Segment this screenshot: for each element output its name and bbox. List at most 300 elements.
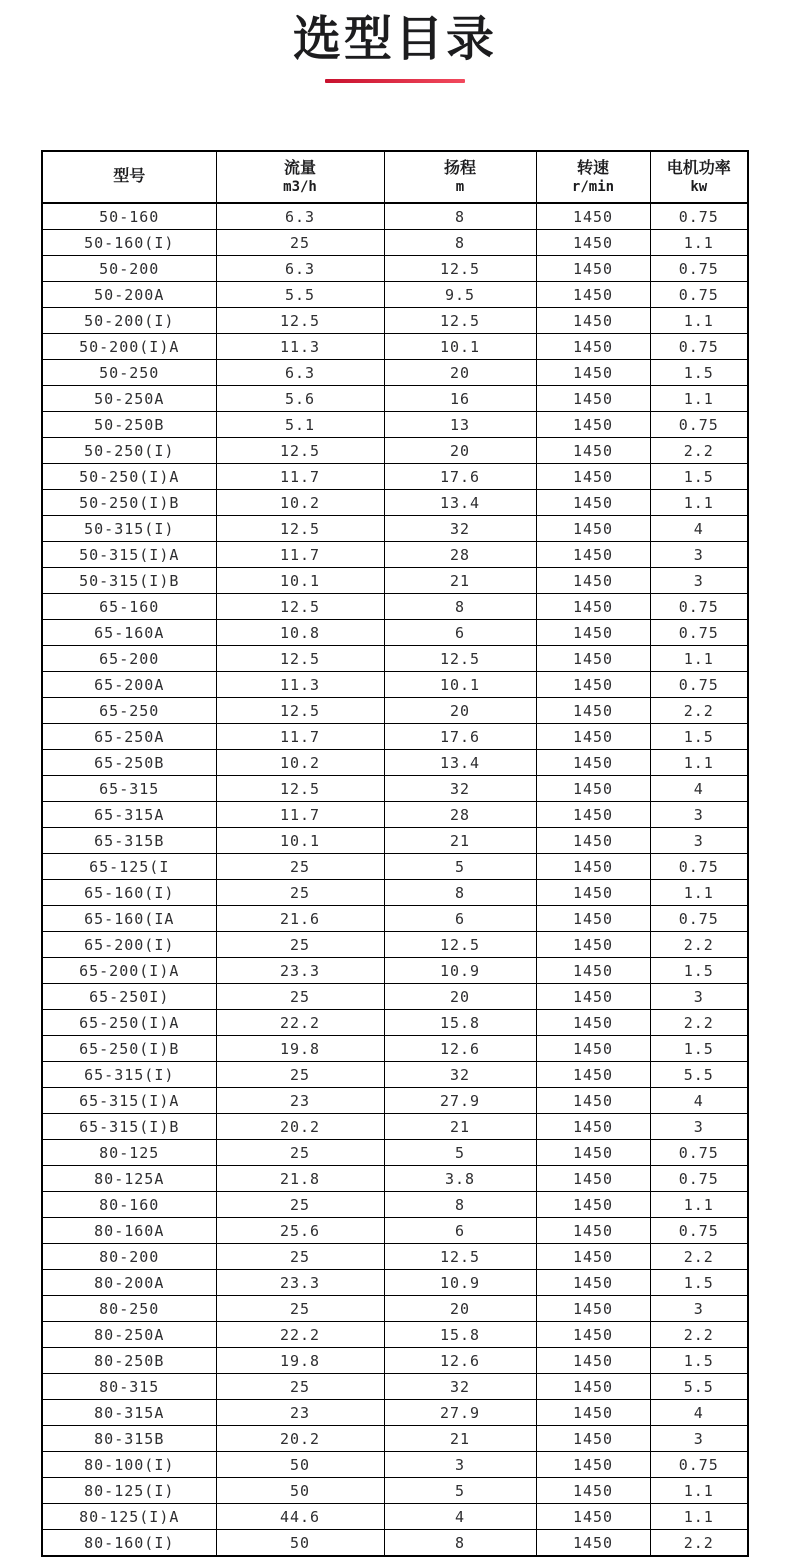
table-row [42,698,748,724]
table-cell: 65-160(IA [42,906,216,932]
table-cell: 28 [384,542,536,568]
table-cell: 3 [650,568,748,594]
table-cell: 25 [216,880,384,906]
table-cell: 21 [384,1426,536,1452]
table-cell: 1.5 [650,1270,748,1296]
table-row [42,854,748,880]
table-row [42,1478,748,1504]
table-cell: 9.5 [384,282,536,308]
table-cell: 1450 [536,646,650,672]
table-cell: 80-315A [42,1400,216,1426]
table-cell: 28 [384,802,536,828]
table-cell: 1450 [536,230,650,256]
table-cell: 12.5 [216,594,384,620]
table-cell: 13.4 [384,490,536,516]
table-cell: 1450 [536,516,650,542]
table-cell: 2.2 [650,932,748,958]
table-cell: 5.6 [216,386,384,412]
table-row [42,1296,748,1322]
table-cell: 1.5 [650,958,748,984]
table-cell: 0.75 [650,1452,748,1478]
table-cell: 10.1 [384,672,536,698]
table-cell: 1450 [536,386,650,412]
table-cell: 65-200 [42,646,216,672]
table-cell: 25 [216,1192,384,1218]
table-cell: 80-315 [42,1374,216,1400]
table-cell: 65-315A [42,802,216,828]
table-cell: 50-250(I)A [42,464,216,490]
table-cell: 10.1 [216,568,384,594]
table-cell: 0.75 [650,906,748,932]
table-cell: 5 [384,854,536,880]
table-cell: 0.75 [650,620,748,646]
table-row [42,672,748,698]
table-cell: 12.6 [384,1036,536,1062]
table-cell: 1450 [536,464,650,490]
table-row [42,620,748,646]
table-row [42,282,748,308]
table-cell: 3 [384,1452,536,1478]
table-cell: 1450 [536,724,650,750]
table-cell: 65-200A [42,672,216,698]
table-cell: 23.3 [216,958,384,984]
table-cell: 15.8 [384,1322,536,1348]
table-cell: 25 [216,230,384,256]
table-cell: 8 [384,230,536,256]
table-cell: 19.8 [216,1348,384,1374]
table-cell: 25 [216,1244,384,1270]
table-row [42,958,748,984]
table-cell: 1.1 [650,230,748,256]
table-cell: 11.7 [216,724,384,750]
table-cell: 2.2 [650,1530,748,1557]
table-cell: 23 [216,1088,384,1114]
table-cell: 6 [384,1218,536,1244]
table-cell: 0.75 [650,412,748,438]
table-cell: 1450 [536,1218,650,1244]
table-cell: 50-160(I) [42,230,216,256]
table-cell: 1.1 [650,1504,748,1530]
column-header-model [42,151,216,203]
table-cell: 1450 [536,1270,650,1296]
table-row [42,1426,748,1452]
table-cell: 20 [384,1296,536,1322]
table-cell: 1450 [536,698,650,724]
table-cell: 1450 [536,1426,650,1452]
table-cell: 1450 [536,1296,650,1322]
table-cell: 10.9 [384,958,536,984]
table-cell: 50-200A [42,282,216,308]
table-cell: 80-250A [42,1322,216,1348]
table-cell: 4 [650,1400,748,1426]
table-cell: 13 [384,412,536,438]
table-cell: 50-315(I)A [42,542,216,568]
table-cell: 1.5 [650,360,748,386]
table-cell: 1.1 [650,750,748,776]
table-cell: 1.1 [650,490,748,516]
table-cell: 1.5 [650,1036,748,1062]
table-row [42,360,748,386]
table-row [42,490,748,516]
table-cell: 1.5 [650,464,748,490]
table-row [42,1010,748,1036]
table-row [42,1192,748,1218]
table-cell: 65-250 [42,698,216,724]
table-cell: 1450 [536,1062,650,1088]
table-cell: 44.6 [216,1504,384,1530]
table-cell: 32 [384,1374,536,1400]
table-row [42,230,748,256]
table-cell: 80-250B [42,1348,216,1374]
table-cell: 0.75 [650,1166,748,1192]
table-row [42,1140,748,1166]
table-cell: 1.1 [650,308,748,334]
table-cell: 8 [384,594,536,620]
table-cell: 4 [650,776,748,802]
table-cell: 65-250(I)A [42,1010,216,1036]
table-cell: 65-125(I [42,854,216,880]
table-cell: 25 [216,1296,384,1322]
table-cell: 25 [216,854,384,880]
table-cell: 19.8 [216,1036,384,1062]
column-header-label: 型号 [113,168,146,185]
table-row [42,1530,748,1557]
table-row [42,1062,748,1088]
table-cell: 1450 [536,984,650,1010]
table-cell: 5 [384,1478,536,1504]
table-cell: 50-200(I) [42,308,216,334]
table-cell: 1450 [536,1088,650,1114]
table-cell: 21.6 [216,906,384,932]
table-row [42,464,748,490]
table-cell: 25 [216,1140,384,1166]
table-cell: 10.2 [216,750,384,776]
table-row [42,412,748,438]
table-cell: 65-200(I)A [42,958,216,984]
table-cell: 1.1 [650,1478,748,1504]
table-cell: 12.6 [384,1348,536,1374]
column-header-unit: kw [690,178,708,195]
column-header-flow [216,151,384,203]
table-cell: 11.7 [216,542,384,568]
table-row [42,802,748,828]
table-row [42,932,748,958]
table-cell: 1450 [536,1478,650,1504]
table-cell: 65-315(I)B [42,1114,216,1140]
table-cell: 1450 [536,932,650,958]
table-cell: 20.2 [216,1426,384,1452]
table-cell: 1450 [536,750,650,776]
table-cell: 80-125 [42,1140,216,1166]
table-cell: 1450 [536,1530,650,1557]
table-header [42,151,748,203]
table-cell: 12.5 [216,438,384,464]
table-cell: 16 [384,386,536,412]
table-cell: 12.5 [384,1244,536,1270]
table-cell: 4 [650,1088,748,1114]
table-cell: 65-250A [42,724,216,750]
table-cell: 1450 [536,1244,650,1270]
table-cell: 4 [650,516,748,542]
table-cell: 50-250(I)B [42,490,216,516]
table-cell: 32 [384,776,536,802]
table-cell: 1450 [536,1348,650,1374]
table-cell: 5 [384,1140,536,1166]
table-cell: 12.5 [384,308,536,334]
pump-selection-table [41,150,749,1557]
table-row [42,906,748,932]
table-cell: 1450 [536,672,650,698]
table-cell: 21 [384,828,536,854]
table-cell: 5.5 [650,1062,748,1088]
table-cell: 50-315(I) [42,516,216,542]
table-row [42,1348,748,1374]
table-cell: 0.75 [650,256,748,282]
table-cell: 21.8 [216,1166,384,1192]
table-cell: 2.2 [650,1244,748,1270]
table-cell: 20 [384,438,536,464]
table-cell: 50 [216,1530,384,1557]
table-cell: 1450 [536,776,650,802]
table-cell: 21 [384,1114,536,1140]
table-cell: 1.1 [650,1192,748,1218]
table-row [42,516,748,542]
table-cell: 1450 [536,854,650,880]
column-header-unit: m [455,178,465,195]
table-cell: 0.75 [650,672,748,698]
table-row [42,724,748,750]
table-cell: 11.3 [216,334,384,360]
table-cell: 65-160A [42,620,216,646]
table-cell: 1450 [536,906,650,932]
title-underline-accent [325,79,465,83]
table-cell: 65-315 [42,776,216,802]
table-cell: 10.8 [216,620,384,646]
table-cell: 50 [216,1452,384,1478]
table-cell: 8 [384,880,536,906]
table-cell: 1450 [536,412,650,438]
table-cell: 65-250(I)B [42,1036,216,1062]
table-cell: 6.3 [216,203,384,230]
table-cell: 1450 [536,282,650,308]
column-header-unit: r/min [571,178,615,195]
table-cell: 25 [216,1062,384,1088]
table-cell: 6.3 [216,256,384,282]
table-cell: 10.1 [384,334,536,360]
table-cell: 0.75 [650,1218,748,1244]
table-cell: 25 [216,932,384,958]
table-row [42,1166,748,1192]
table-cell: 1450 [536,1140,650,1166]
table-row [42,542,748,568]
table-cell: 32 [384,1062,536,1088]
table-cell: 1450 [536,620,650,646]
table-row [42,1504,748,1530]
table-row [42,1114,748,1140]
table-row [42,308,748,334]
table-cell: 17.6 [384,464,536,490]
table-row [42,828,748,854]
table-cell: 80-160 [42,1192,216,1218]
table-cell: 20 [384,360,536,386]
table-cell: 1450 [536,828,650,854]
table-cell: 12.5 [384,256,536,282]
table-cell: 10.2 [216,490,384,516]
table-cell: 1450 [536,1322,650,1348]
table-cell: 1450 [536,1114,650,1140]
table-cell: 1450 [536,1010,650,1036]
table-cell: 25 [216,1374,384,1400]
table-cell: 12.5 [216,308,384,334]
table-cell: 0.75 [650,203,748,230]
table-cell: 12.5 [216,516,384,542]
table-cell: 2.2 [650,698,748,724]
table-cell: 11.7 [216,802,384,828]
table-cell: 3 [650,1426,748,1452]
table-cell: 6 [384,906,536,932]
table-cell: 65-315B [42,828,216,854]
table-row [42,568,748,594]
table-row [42,776,748,802]
column-header-label: 电机功率 [666,159,731,177]
table-cell: 5.1 [216,412,384,438]
table-row [42,880,748,906]
table-cell: 23 [216,1400,384,1426]
table-cell: 1.1 [650,386,748,412]
table-cell: 12.5 [216,698,384,724]
table-cell: 1450 [536,594,650,620]
table-cell: 27.9 [384,1088,536,1114]
page-title: 选型目录 [292,13,497,66]
table-cell: 5.5 [216,282,384,308]
column-header-power [650,151,748,203]
table-cell: 25 [216,984,384,1010]
table-cell: 5.5 [650,1374,748,1400]
table-cell: 1.5 [650,1348,748,1374]
table-cell: 65-315(I) [42,1062,216,1088]
column-header-label: 流量 [283,159,316,177]
table-cell: 1450 [536,1400,650,1426]
table-cell: 1450 [536,308,650,334]
table-cell: 23.3 [216,1270,384,1296]
table-cell: 1450 [536,203,650,230]
table-row [42,1036,748,1062]
table-cell: 22.2 [216,1010,384,1036]
table-cell: 1450 [536,958,650,984]
table-cell: 21 [384,568,536,594]
table-cell: 1450 [536,490,650,516]
table-cell: 3 [650,828,748,854]
table-row [42,984,748,1010]
table-cell: 22.2 [216,1322,384,1348]
column-header-label: 转速 [576,159,609,177]
table-cell: 11.3 [216,672,384,698]
table-cell: 10.1 [216,828,384,854]
table-cell: 50-315(I)B [42,568,216,594]
table-cell: 3 [650,1114,748,1140]
table-cell: 8 [384,203,536,230]
table-cell: 50-250 [42,360,216,386]
table-cell: 50-250(I) [42,438,216,464]
table-row [42,750,748,776]
column-header-head [384,151,536,203]
table-cell: 65-160(I) [42,880,216,906]
table-cell: 80-125(I)A [42,1504,216,1530]
table-cell: 2.2 [650,1010,748,1036]
table-cell: 65-200(I) [42,932,216,958]
table-cell: 3 [650,1296,748,1322]
column-header-label: 扬程 [443,159,476,177]
table-cell: 1.1 [650,646,748,672]
table-cell: 1450 [536,568,650,594]
table-row [42,256,748,282]
table-row [42,1270,748,1296]
table-cell: 12.5 [216,646,384,672]
table-cell: 25.6 [216,1218,384,1244]
table-row [42,438,748,464]
table-row [42,203,748,230]
table-row [42,594,748,620]
table-cell: 0.75 [650,1140,748,1166]
table-cell: 4 [384,1504,536,1530]
table-cell: 12.5 [384,646,536,672]
table-cell: 80-200A [42,1270,216,1296]
table-cell: 50-200(I)A [42,334,216,360]
table-cell: 8 [384,1530,536,1557]
table-cell: 0.75 [650,334,748,360]
table-row [42,1452,748,1478]
table-cell: 1.1 [650,880,748,906]
table-cell: 3 [650,802,748,828]
table-cell: 1450 [536,542,650,568]
table-cell: 6.3 [216,360,384,386]
table-cell: 80-200 [42,1244,216,1270]
table-cell: 0.75 [650,282,748,308]
table-cell: 1450 [536,1192,650,1218]
table-cell: 3 [650,984,748,1010]
table-cell: 50-200 [42,256,216,282]
table-cell: 65-315(I)A [42,1088,216,1114]
column-header-unit: m3/h [283,178,317,195]
table-cell: 11.7 [216,464,384,490]
table-cell: 17.6 [384,724,536,750]
table-cell: 2.2 [650,1322,748,1348]
table-row [42,1218,748,1244]
table-cell: 80-160(I) [42,1530,216,1557]
table-row [42,1374,748,1400]
table-row [42,1244,748,1270]
table-body [42,203,748,1556]
table-cell: 8 [384,1192,536,1218]
table-cell: 1450 [536,1452,650,1478]
table-cell: 1450 [536,1374,650,1400]
table-cell: 10.9 [384,1270,536,1296]
table-cell: 0.75 [650,854,748,880]
table-cell: 65-250B [42,750,216,776]
table-cell: 13.4 [384,750,536,776]
table-cell: 80-250 [42,1296,216,1322]
table-cell: 27.9 [384,1400,536,1426]
table-cell: 80-100(I) [42,1452,216,1478]
table-cell: 1450 [536,1166,650,1192]
table-cell: 80-125(I) [42,1478,216,1504]
table-cell: 1450 [536,438,650,464]
table-cell: 50-250A [42,386,216,412]
table-cell: 1450 [536,802,650,828]
table-row [42,1088,748,1114]
table-cell: 65-160 [42,594,216,620]
table-row [42,1400,748,1426]
